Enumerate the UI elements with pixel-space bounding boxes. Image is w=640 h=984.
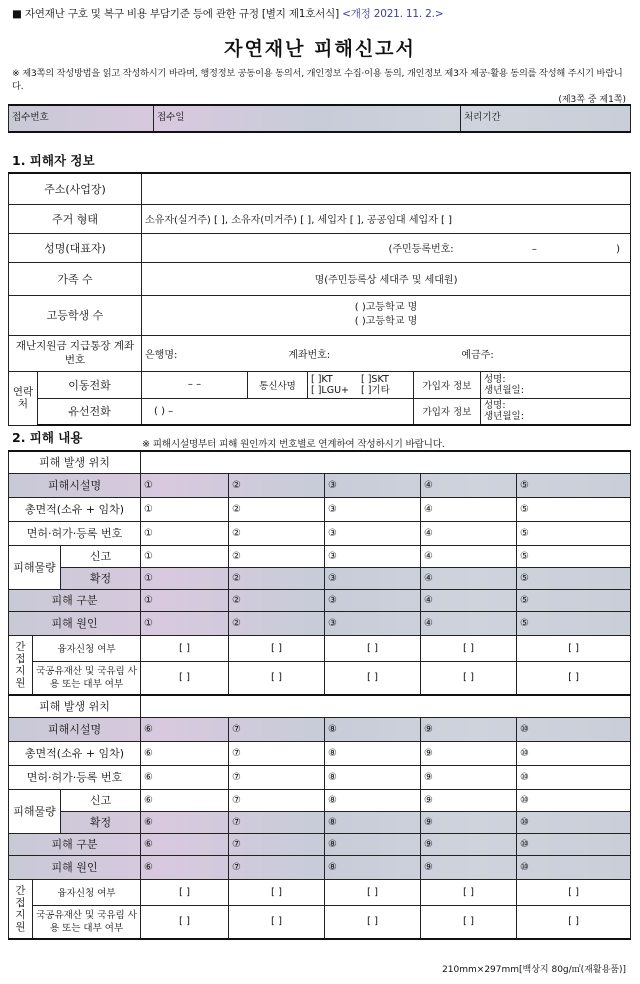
facility-cell-5[interactable]: ⑤ [517, 473, 631, 497]
student-label: 고등학생 수 [9, 295, 142, 335]
indirect-support-label: 간접지원 [9, 635, 33, 695]
category-cell-5[interactable]: ⑩ [517, 833, 631, 855]
location-input[interactable] [141, 695, 631, 717]
indirect-support-label: 간접지원 [9, 879, 33, 939]
confirm-cell-1[interactable]: ① [141, 567, 229, 589]
receipt-date-field[interactable]: 접수일 [154, 105, 461, 132]
category-cell-1[interactable]: ⑥ [141, 833, 229, 855]
cause-cell-4[interactable]: ⑨ [421, 855, 517, 879]
facility-cell-5[interactable]: ⑩ [517, 717, 631, 741]
table-row [9, 635, 631, 661]
license-cell-4[interactable]: ⑨ [421, 765, 517, 789]
residence-label: 주거 형태 [9, 204, 142, 233]
lease-checkbox-2[interactable]: [ ] [229, 905, 325, 939]
facility-cell-2[interactable]: ② [229, 473, 325, 497]
license-cell-3[interactable]: ③ [325, 521, 421, 545]
cause-cell-1[interactable]: ⑥ [141, 855, 229, 879]
facility-cell-3[interactable]: ⑧ [325, 717, 421, 741]
category-cell-5[interactable]: ⑤ [517, 589, 631, 611]
lease-checkbox-5[interactable]: [ ] [517, 661, 631, 695]
landline-input[interactable]: ( ) – [142, 398, 414, 425]
mobile-input[interactable]: – – [142, 371, 248, 398]
table-row [9, 661, 631, 695]
facility-cell-4[interactable]: ⑨ [421, 717, 517, 741]
area-cell-4[interactable]: ⑨ [421, 741, 517, 765]
category-cell-3[interactable]: ⑧ [325, 833, 421, 855]
name-label: 성명(대표자) [9, 233, 142, 262]
student-line-1: ( )고등학교 명 [354, 302, 418, 313]
location-input[interactable] [141, 451, 631, 473]
location-label: 피해 발생 위치 [9, 695, 141, 717]
category-cell-1[interactable]: ① [141, 589, 229, 611]
facility-cell-3[interactable]: ③ [325, 473, 421, 497]
area-cell-5[interactable]: ⑤ [517, 497, 631, 521]
license-cell-1[interactable]: ① [141, 521, 229, 545]
table-row [9, 905, 631, 939]
lease-checkbox-2[interactable]: [ ] [229, 661, 325, 695]
financing-label: 융자신청 여부 [33, 635, 141, 661]
table-row [9, 589, 631, 611]
license-cell-1[interactable]: ⑥ [141, 765, 229, 789]
carrier-lgu[interactable]: [ ]LGU+ [311, 384, 349, 396]
license-cell-4[interactable]: ④ [421, 521, 517, 545]
table-row [9, 545, 631, 567]
section2-title: 2. 피해 내용 [12, 430, 83, 445]
financing-checkbox-1[interactable]: [ ] [141, 635, 229, 661]
section1-title: 1. 피해자 정보 [12, 153, 95, 168]
report-cell-2[interactable]: ⑦ [229, 789, 325, 811]
report-cell-5[interactable]: ⑤ [517, 545, 631, 567]
address-input[interactable] [142, 173, 631, 204]
subscriber-input[interactable] [481, 371, 631, 398]
financing-checkbox-4[interactable]: [ ] [421, 635, 517, 661]
carrier-options[interactable] [308, 371, 414, 398]
carrier-skt[interactable]: [ ]SKT [361, 373, 389, 385]
area-cell-2[interactable]: ⑦ [229, 741, 325, 765]
account-number-label: 계좌번호: [288, 349, 331, 361]
area-cell-5[interactable]: ⑩ [517, 741, 631, 765]
table-row [9, 879, 631, 905]
address-label: 주소(사업장) [9, 173, 142, 204]
category-cell-4[interactable]: ⑨ [421, 833, 517, 855]
table-row [9, 451, 631, 473]
lease-checkbox-4[interactable]: [ ] [421, 905, 517, 939]
family-label: 가족 수 [9, 262, 142, 295]
lease-checkbox-3[interactable]: [ ] [325, 661, 421, 695]
financing-checkbox-3[interactable]: [ ] [325, 635, 421, 661]
financing-checkbox-1[interactable]: [ ] [141, 879, 229, 905]
table-row [9, 789, 631, 811]
family-input[interactable]: 명(주민등록상 세대주 및 세대원) [142, 262, 631, 295]
license-cell-2[interactable]: ⑦ [229, 765, 325, 789]
quantity-label: 피해물량 [9, 789, 61, 833]
financing-checkbox-2[interactable]: [ ] [229, 879, 325, 905]
processing-period-field[interactable]: 처리기간 [461, 105, 631, 132]
table-row [9, 741, 631, 765]
license-cell-5[interactable]: ⑤ [517, 521, 631, 545]
holder-label: 예금주: [461, 349, 494, 361]
confirm-cell-3[interactable]: ⑧ [325, 811, 421, 833]
cause-cell-2[interactable]: ② [229, 611, 325, 635]
table-row [9, 717, 631, 741]
confirm-cell-5[interactable]: ⑤ [517, 567, 631, 589]
receipt-table [8, 104, 631, 133]
financing-checkbox-5[interactable]: [ ] [517, 879, 631, 905]
category-cell-3[interactable]: ③ [325, 589, 421, 611]
facility-label: 피해시설명 [9, 473, 141, 497]
table-row [9, 497, 631, 521]
id-close: ) [616, 244, 621, 255]
cause-label: 피해 원인 [9, 855, 141, 879]
report-label: 신고 [61, 545, 141, 567]
lease-checkbox-5[interactable]: [ ] [517, 905, 631, 939]
account-label: 재난지원금 지급통장 계좌번호 [9, 335, 142, 371]
receipt-number-field[interactable]: 접수번호 [9, 105, 154, 132]
table-row [9, 473, 631, 497]
facility-label: 피해시설명 [9, 717, 141, 741]
category-label: 피해 구분 [9, 833, 141, 855]
table-row [9, 765, 631, 789]
area-cell-1[interactable]: ⑥ [141, 741, 229, 765]
cause-cell-4[interactable]: ④ [421, 611, 517, 635]
area-label: 총면적(소유 + 임차) [9, 497, 141, 521]
victim-info-table [8, 172, 631, 426]
license-label: 면허·허가·등록 번호 [9, 765, 141, 789]
financing-checkbox-5[interactable]: [ ] [517, 635, 631, 661]
category-label: 피해 구분 [9, 589, 141, 611]
area-cell-3[interactable]: ⑧ [325, 741, 421, 765]
confirm-cell-4[interactable]: ⑨ [421, 811, 517, 833]
license-label: 면허·허가·등록 번호 [9, 521, 141, 545]
student-line-2: ( )고등학교 명 [354, 316, 418, 327]
id-dash: – [531, 244, 537, 255]
table-row [9, 811, 631, 833]
financing-checkbox-3[interactable]: [ ] [325, 879, 421, 905]
cause-label: 피해 원인 [9, 611, 141, 635]
category-cell-4[interactable]: ④ [421, 589, 517, 611]
carrier-etc[interactable]: [ ]기타 [361, 384, 390, 396]
damage-table [8, 450, 631, 940]
report-cell-3[interactable]: ⑧ [325, 789, 421, 811]
landline-label: 유선전화 [38, 398, 142, 425]
subscriber-name: 성명: [484, 373, 506, 385]
category-cell-2[interactable]: ② [229, 589, 325, 611]
account-input[interactable] [142, 335, 631, 371]
subscriber-input-2[interactable] [481, 398, 631, 425]
report-label: 신고 [61, 789, 141, 811]
subscriber-label: 가입자 정보 [414, 371, 481, 398]
cause-cell-3[interactable]: ③ [325, 611, 421, 635]
location-label: 피해 발생 위치 [9, 451, 141, 473]
table-row [9, 567, 631, 589]
confirm-cell-2[interactable]: ⑦ [229, 811, 325, 833]
lease-checkbox-1[interactable]: [ ] [141, 905, 229, 939]
license-cell-3[interactable]: ⑧ [325, 765, 421, 789]
table-row [9, 695, 631, 717]
mobile-label: 이동전화 [38, 371, 142, 398]
cause-cell-2[interactable]: ⑦ [229, 855, 325, 879]
section2-note: ※ 피해시설명부터 피해 원인까지 번호별로 연계하여 작성하시기 바랍니다. [142, 439, 445, 450]
lease-checkbox-3[interactable]: [ ] [325, 905, 421, 939]
contact-label: 연락처 [9, 371, 38, 425]
area-label: 총면적(소유 + 임차) [9, 741, 141, 765]
financing-checkbox-4[interactable]: [ ] [421, 879, 517, 905]
cause-cell-3[interactable]: ⑧ [325, 855, 421, 879]
report-cell-1[interactable]: ⑥ [141, 789, 229, 811]
confirm-cell-1[interactable]: ⑥ [141, 811, 229, 833]
student-input[interactable] [142, 295, 631, 335]
regulation-text: ■ 자연재난 구호 및 복구 비용 부담기준 등에 관한 규정 [별지 제1호서식] [12, 8, 339, 20]
facility-cell-2[interactable]: ⑦ [229, 717, 325, 741]
subscriber-birth-2: 생년월일: [484, 411, 524, 423]
area-cell-4[interactable]: ④ [421, 497, 517, 521]
cause-cell-5[interactable]: ⑤ [517, 611, 631, 635]
confirm-cell-5[interactable]: ⑩ [517, 811, 631, 833]
facility-cell-4[interactable]: ④ [421, 473, 517, 497]
report-cell-3[interactable]: ③ [325, 545, 421, 567]
cause-cell-1[interactable]: ① [141, 611, 229, 635]
report-cell-4[interactable]: ④ [421, 545, 517, 567]
table-row [9, 855, 631, 879]
area-cell-3[interactable]: ③ [325, 497, 421, 521]
carrier-kt[interactable]: [ ]KT [311, 373, 333, 385]
subscriber-birth: 생년월일: [484, 384, 524, 396]
instruction-note: ※ 제3쪽의 작성방법을 읽고 작성하시기 바라며, 행정정보 공동이용 동의서, 개인정보 수집·이용 동의, 개인정보 제3자 제공·활용 동의를 작성해 주시기 바랍니다. [12, 68, 623, 92]
page-number: (제3쪽 중 제1쪽) [558, 95, 626, 105]
lease-checkbox-4[interactable]: [ ] [421, 661, 517, 695]
facility-cell-1[interactable]: ① [141, 473, 229, 497]
bank-label: 은행명: [145, 349, 178, 361]
license-cell-2[interactable]: ② [229, 521, 325, 545]
confirm-cell-4[interactable]: ④ [421, 567, 517, 589]
id-label: (주민등록번호: [388, 244, 454, 255]
amendment-date: <개정 2021. 11. 2.> [342, 8, 444, 20]
subscriber-name-2: 성명: [484, 400, 506, 412]
confirm-cell-3[interactable]: ③ [325, 567, 421, 589]
confirm-label: 확정 [61, 811, 141, 833]
table-row [9, 521, 631, 545]
table-row [9, 833, 631, 855]
confirm-cell-2[interactable]: ② [229, 567, 325, 589]
area-cell-1[interactable]: ① [141, 497, 229, 521]
cause-cell-5[interactable]: ⑩ [517, 855, 631, 879]
license-cell-5[interactable]: ⑩ [517, 765, 631, 789]
financing-label: 융자신청 여부 [33, 879, 141, 905]
paper-spec: 210mm×297mm[백상지 80g/㎡(재활용품)] [442, 965, 626, 975]
residence-options[interactable]: 소유자(실거주) [ ], 소유자(미거주) [ ], 세입자 [ ], 공공임대 세입자 [ ] [142, 204, 631, 233]
report-cell-1[interactable]: ① [141, 545, 229, 567]
financing-checkbox-2[interactable]: [ ] [229, 635, 325, 661]
name-input[interactable] [142, 233, 631, 262]
form-header [12, 6, 443, 21]
table-row [9, 611, 631, 635]
lease-label: 국공유재산 및 국유림 사용 또는 대부 여부 [33, 905, 141, 939]
lease-checkbox-1[interactable]: [ ] [141, 661, 229, 695]
facility-cell-1[interactable]: ⑥ [141, 717, 229, 741]
report-cell-5[interactable]: ⑩ [517, 789, 631, 811]
form-title: 자연재난 피해신고서 [224, 38, 416, 60]
confirm-label: 확정 [61, 567, 141, 589]
report-cell-2[interactable]: ② [229, 545, 325, 567]
lease-label: 국공유재산 및 국유림 사용 또는 대부 여부 [33, 661, 141, 695]
quantity-label: 피해물량 [9, 545, 61, 589]
subscriber-label-2: 가입자 정보 [414, 398, 481, 425]
category-cell-2[interactable]: ⑦ [229, 833, 325, 855]
report-cell-4[interactable]: ⑨ [421, 789, 517, 811]
area-cell-2[interactable]: ② [229, 497, 325, 521]
carrier-label: 통신사명 [248, 371, 308, 398]
